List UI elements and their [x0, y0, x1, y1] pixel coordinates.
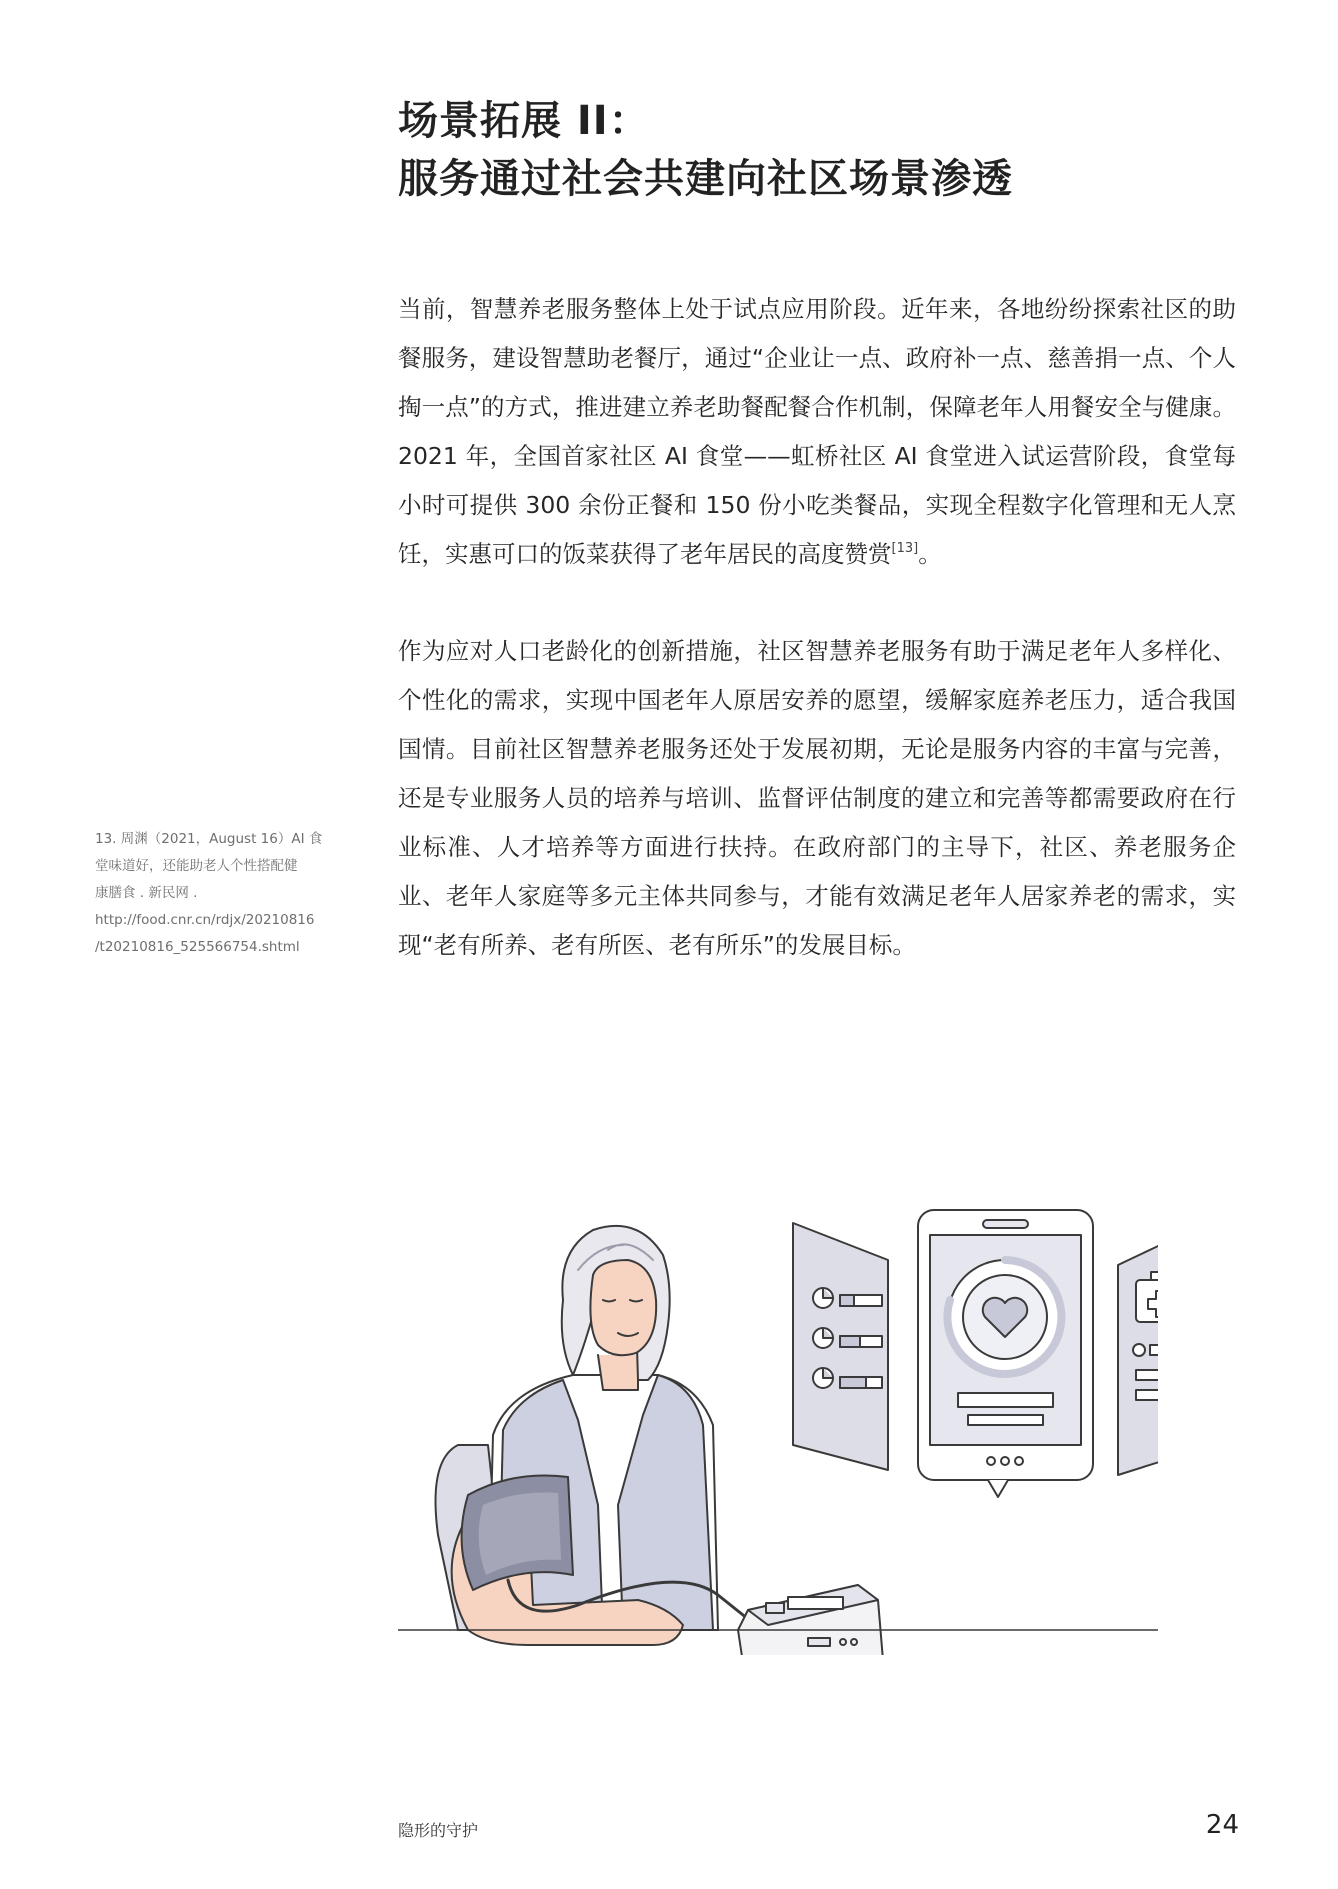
- body-paragraph-2: 作为应对人口老龄化的创新措施，社区智慧养老服务有助于满足老年人多样化、个性化的需求，实现中国老年人原居安养的愿望，缓解家庭养老压力，适合我国国情。目前社区智慧养老服务还处于发展初期，无论是服务内容的丰富与完善，还是专业服务人员的培养与培训、监督评估制度的建立和完善等都需要政府在行业标准、人才培养等方面进行扶持。在政府部门的主导下，社区、养老服务企业、老年人家庭等多元主体共同参与，才能有效满足老年人居家养老的需求，实现“老有所养、老有所医、老有所乐”的发展目标。: [398, 637, 1236, 959]
- footnote-url-line[interactable]: http://food.cnr.cn/rdjx/20210816: [95, 912, 315, 928]
- body-paragraph-1: [398, 285, 1236, 579]
- footnote-url-line[interactable]: /t20210816_525566754.shtml: [95, 939, 300, 955]
- footnote-line: 13. 周渊（2021，August 16）AI 食: [95, 831, 323, 847]
- footnote-13: [95, 826, 330, 961]
- title-line-1: 场景拓展 II：: [398, 98, 650, 144]
- footnote-line: 康膳食 . 新民网 .: [95, 885, 198, 901]
- paragraph-1-end: 。: [918, 540, 942, 568]
- citation-13-link[interactable]: [13]: [891, 541, 919, 556]
- neck: [598, 1355, 638, 1390]
- title-line-2: 服务通过社会共建向社区场景渗透: [398, 156, 1013, 202]
- face: [590, 1260, 656, 1355]
- elderly-health-monitoring-illustration: [398, 1205, 1158, 1655]
- chart-panel-left: [793, 1223, 888, 1470]
- blood-pressure-monitor: [738, 1585, 883, 1655]
- smartphone-heart-app: [918, 1210, 1093, 1497]
- publication-title: 隐形的守护: [398, 1821, 479, 1840]
- footnote-line: 堂味道好，还能助老人个性搭配健: [95, 858, 298, 874]
- page-title: [398, 92, 1298, 208]
- paragraph-1-text: 当前，智慧养老服务整体上处于试点应用阶段。近年来，各地纷纷探索社区的助餐服务，建设智慧助老餐厅，通过“企业让一点、政府补一点、慈善捐一点、个人掏一点”的方式，推进建立养老助餐配餐合作机制，保障老年人用餐安全与健康。2021 年，全国首家社区 AI 食堂——虹桥社区 AI 食堂进入试运营阶段，食堂每小时可提供 300 余份正餐和 150 份小吃类餐品，实现全程数字化管理和无人烹饪，实惠可口的饭菜获得了老年居民的高度赞赏: [398, 295, 1236, 568]
- page-number: 24: [1205, 1810, 1239, 1840]
- medical-info-panel-right: [1118, 1220, 1158, 1475]
